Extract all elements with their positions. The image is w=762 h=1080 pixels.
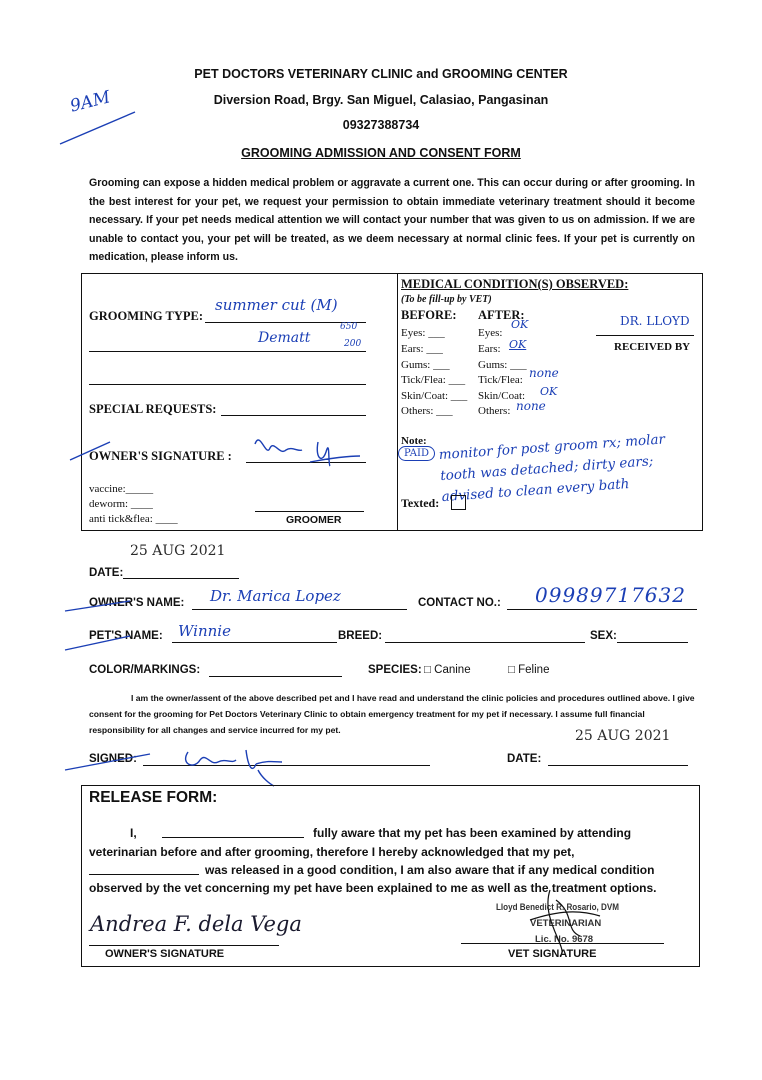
owner-name-label: OWNER'S NAME:: [89, 597, 185, 609]
grooming-type-label: GROOMING TYPE:: [89, 309, 204, 323]
signed-date-value: 25 AUG 2021: [575, 728, 671, 744]
before-label: BEFORE:: [401, 308, 457, 322]
pet-name-label: PET'S NAME:: [89, 630, 163, 642]
release-line1-end: fully aware that my pet has been examined by attending: [313, 826, 632, 840]
before-others: Others: ___: [401, 405, 453, 417]
medical-title: MEDICAL CONDITION(S) OBSERVED:: [401, 277, 629, 291]
owner-signature-label: OWNER'S SIGNATURE :: [89, 449, 232, 463]
pet-name-stroke: [60, 630, 140, 654]
sex-line: [617, 642, 688, 643]
vet-stamp-name: Lloyd Benedict R. Rosario, DVM: [496, 902, 619, 913]
color-markings-line: [209, 676, 342, 677]
after-others: Others:: [478, 405, 511, 417]
after-gums: Gums: ___: [478, 359, 527, 371]
before-eyes: Eyes: ___: [401, 327, 445, 339]
after-others-value: none: [516, 399, 546, 413]
grooming-line-2: [89, 351, 366, 352]
release-line1-start: I,: [130, 826, 137, 840]
after-skincoat-value: OK: [540, 385, 558, 398]
grooming-type-price: 650: [340, 322, 358, 332]
grooming-type-value: summer cut (M): [215, 296, 338, 314]
received-by-line: [596, 335, 694, 336]
intro-paragraph: Grooming can expose a hidden medical problem or aggravate a current one. This can occur during or after grooming. In the best interest for your pet, we request your permission to obtain immediate veterinary treatment should it become necessary. If your pet needs medical attention we will contact your number that was given to us on admission. If we are unable to contact you, your pet will be treated, as we deem necessary at normal clinic fees. If your pet is currently on medication, please inform us.: [89, 177, 695, 264]
vet-signature-line: [461, 943, 664, 944]
corner-time-note: 9AM: [68, 87, 113, 117]
contact-label: CONTACT NO.:: [418, 597, 501, 609]
texted-label: Texted:: [401, 496, 440, 510]
species-label: SPECIES:: [368, 664, 422, 676]
release-line2: veterinarian before and after grooming, therefore I hereby acknowledged that my pet,: [89, 845, 575, 859]
grooming-line-3: [89, 384, 366, 385]
pet-name-line: [172, 642, 337, 643]
form-title: GROOMING ADMISSION AND CONSENT FORM: [241, 146, 521, 160]
after-skincoat: Skin/Coat:: [478, 390, 526, 402]
release-line4: observed by the vet concerning my pet have been explained to me as well as the treatment options.: [89, 881, 657, 895]
grooming-extra-value: Dematt: [258, 330, 311, 346]
owner-name-line: [192, 609, 407, 610]
after-tickflea-value: none: [529, 366, 559, 380]
antitick-field: anti tick&flea: ____: [89, 513, 178, 525]
note-label: Note:: [401, 435, 427, 447]
vet-note-text: monitor for post groom rx; molar tooth was detached; dirty ears; advised to clean every bath: [438, 431, 666, 506]
before-skincoat: Skin/Coat: ___: [401, 390, 468, 402]
special-requests-line: [221, 415, 366, 416]
after-eyes: Eyes:: [478, 327, 503, 339]
admission-date-value: 25 AUG 2021: [130, 543, 226, 559]
release-pet-line: [89, 874, 199, 875]
vet-stamp-title: VETERINARIAN: [530, 918, 602, 929]
after-eyes-value: OK: [511, 318, 529, 331]
signed-date-line: [548, 765, 688, 766]
sex-label: SEX:: [590, 630, 617, 642]
medical-subtitle: (To be fill-up by VET): [401, 294, 492, 305]
special-requests-label: SPECIAL REQUESTS:: [89, 402, 217, 416]
pet-name-value: Winnie: [178, 622, 231, 640]
vet-stamp-license: Lic. No. 9678: [535, 934, 594, 945]
vet-signature-label: VET SIGNATURE: [508, 948, 597, 960]
after-ears: Ears:: [478, 343, 501, 355]
clinic-address: Diversion Road, Brgy. San Miguel, Calasiao, Pangasinan: [213, 93, 549, 107]
breed-label: BREED:: [338, 630, 383, 642]
received-by-value: DR. LLOYD: [620, 314, 690, 328]
release-owner-sig-line: [89, 945, 279, 946]
contact-value: 09989717632: [535, 583, 686, 607]
before-ears: Ears: ___: [401, 343, 443, 355]
contact-line: [507, 609, 697, 610]
signed-signature-scribble: [60, 740, 290, 790]
owner-name-value: Dr. Marica Lopez: [210, 587, 341, 605]
signed-date-label: DATE:: [507, 753, 542, 765]
date-label: DATE:: [89, 567, 124, 579]
groomer-line: [255, 511, 364, 512]
owner-name-stroke: [60, 595, 140, 615]
clinic-name: PET DOCTORS VETERINARY CLINIC and GROOMING CENTER: [194, 67, 568, 81]
vaccine-field: vaccine:_____: [89, 483, 154, 495]
deworm-field: deworm: ____: [89, 498, 153, 510]
release-title: RELEASE FORM:: [89, 789, 218, 806]
before-gums: Gums: ___: [401, 359, 450, 371]
signed-label: SIGNED:: [89, 753, 137, 765]
clinic-phone: 09327388734: [342, 118, 420, 132]
groomer-label: GROOMER: [286, 514, 342, 526]
after-tickflea: Tick/Flea:: [478, 374, 523, 386]
release-line3-end: was released in a good condition, I am also aware that if any medical condition: [205, 863, 655, 877]
color-markings-label: COLOR/MARKINGS:: [89, 664, 201, 676]
corner-note-stroke: [55, 100, 145, 150]
texted-checkbox[interactable]: [451, 495, 466, 510]
release-owner-signature: Andrea F. dela Vega: [90, 912, 302, 936]
column-divider: [397, 273, 398, 530]
grooming-extra-price: 200: [344, 339, 362, 349]
consent-paragraph: I am the owner/assent of the above described pet and I have read and understand the clinic policies and procedures outlined above. I give consent for the grooming for Pet Doctors Veterinary Clinic to obtain emergency treatment for my pet if necessary. I assume full financial responsibility for all changes and service incurred for my pet.: [89, 693, 695, 735]
release-owner-sig-label: OWNER'S SIGNATURE: [105, 948, 225, 960]
owner-signature-scribble: [60, 428, 370, 468]
date-line: [123, 578, 239, 579]
after-ears-value: OK: [509, 338, 527, 351]
breed-line: [385, 642, 585, 643]
species-canine-option[interactable]: □ Canine: [424, 664, 471, 676]
before-tickflea: Tick/Flea: ___: [401, 374, 466, 386]
release-name-line: [162, 837, 304, 838]
paid-stamp: PAID: [398, 446, 435, 461]
after-label: AFTER:: [478, 308, 525, 322]
species-feline-option[interactable]: □ Feline: [508, 664, 550, 676]
received-by-label: RECEIVED BY: [614, 341, 691, 353]
